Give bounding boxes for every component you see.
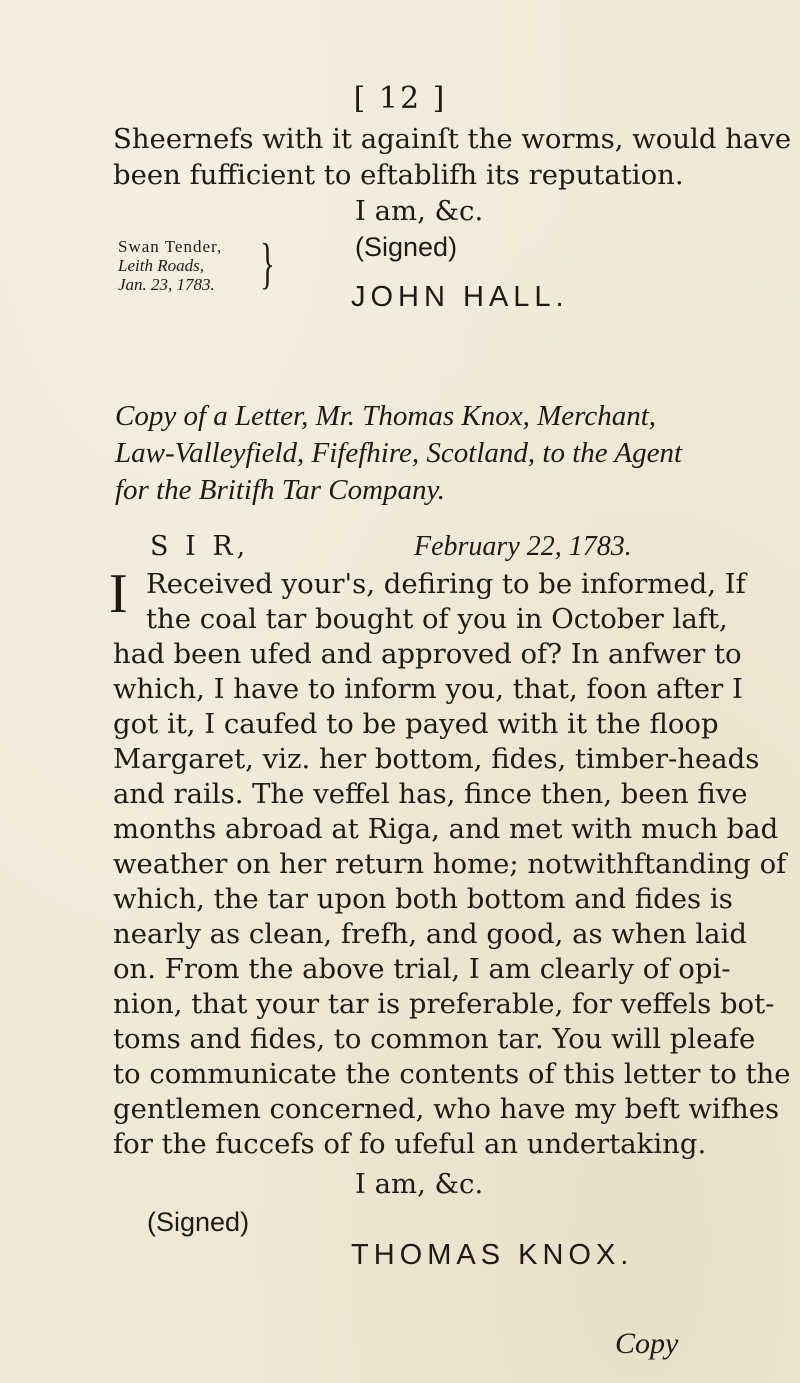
letter2-line-11: on. From the above trial, I am clearly of opi- — [113, 953, 731, 985]
letter2-signer: THOMAS KNOX. — [351, 1239, 634, 1271]
letter2-line-1: the coal tar bought of you in October laft, — [146, 603, 728, 635]
brace-icon: } — [260, 233, 275, 295]
letter2-first-line: Received your's, defiring to be informed, If — [146, 568, 746, 600]
letter2-line-8: weather on her return home; notwithftanding of — [113, 848, 787, 880]
heading-line-2: Law-Valleyfield, Fifefhire, Scotland, to the Agent — [115, 437, 683, 469]
letter2-line-3: which, I have to inform you, that, foon after I — [113, 673, 743, 705]
letter2-line-16: for the fuccefs of fo ufeful an undertaking. — [113, 1128, 707, 1160]
drop-cap: I — [109, 563, 128, 625]
catchword: Copy — [615, 1327, 679, 1360]
letter2-line-13: toms and fides, to common tar. You will pleafe — [113, 1023, 756, 1055]
heading-line-3: for the Britifh Tar Company. — [115, 474, 446, 506]
letter2-line-2: had been ufed and approved of? In anfwer to — [113, 638, 742, 670]
letter2-line-5: Margaret, viz. her bottom, fides, timber-heads — [113, 743, 760, 775]
date-place-2: Leith Roads, — [118, 256, 204, 275]
letter2-closing: I am, &c. — [355, 1168, 484, 1200]
letter1-signer: JOHN HALL. — [351, 281, 569, 313]
letter2-line-15: gentlemen concerned, who have my beft wifhes — [113, 1093, 780, 1125]
letter2-line-4: got it, I caufed to be payed with it the floop — [113, 708, 719, 740]
page-number: [ 12 ] — [353, 81, 447, 116]
letter2-line-9: which, the tar upon both bottom and fides is — [113, 883, 733, 915]
letter2-signed-label: (Signed) — [147, 1207, 250, 1237]
date-date: Jan. 23, 1783. — [118, 275, 215, 294]
letter2-line-14: to communicate the contents of this letter to the — [113, 1058, 791, 1090]
letter2-salutation: S I R, — [150, 531, 250, 562]
letter1-closing: I am, &c. — [355, 195, 484, 227]
letter2-date: February 22, 1783. — [414, 531, 632, 562]
heading-line-1: Copy of a Letter, Mr. Thomas Knox, Merchant, — [115, 400, 657, 432]
letter1-signed-label: (Signed) — [355, 232, 458, 262]
letter2-line-12: nion, that your tar is preferable, for veffels bot- — [113, 988, 775, 1020]
letter1-line-1: Sheernefs with it againſt the worms, would have — [113, 123, 792, 155]
letter2-line-10: nearly as clean, frefh, and good, as when laid — [113, 918, 747, 950]
letter1-line-2: been fufficient to eftablifh its reputation. — [113, 159, 684, 191]
letter2-line-6: and rails. The veffel has, fince then, been five — [113, 778, 748, 810]
letter2-line-7: months abroad at Riga, and met with much bad — [113, 813, 779, 845]
date-place: Swan Tender, — [118, 237, 223, 256]
letter1-date-block — [118, 237, 222, 294]
